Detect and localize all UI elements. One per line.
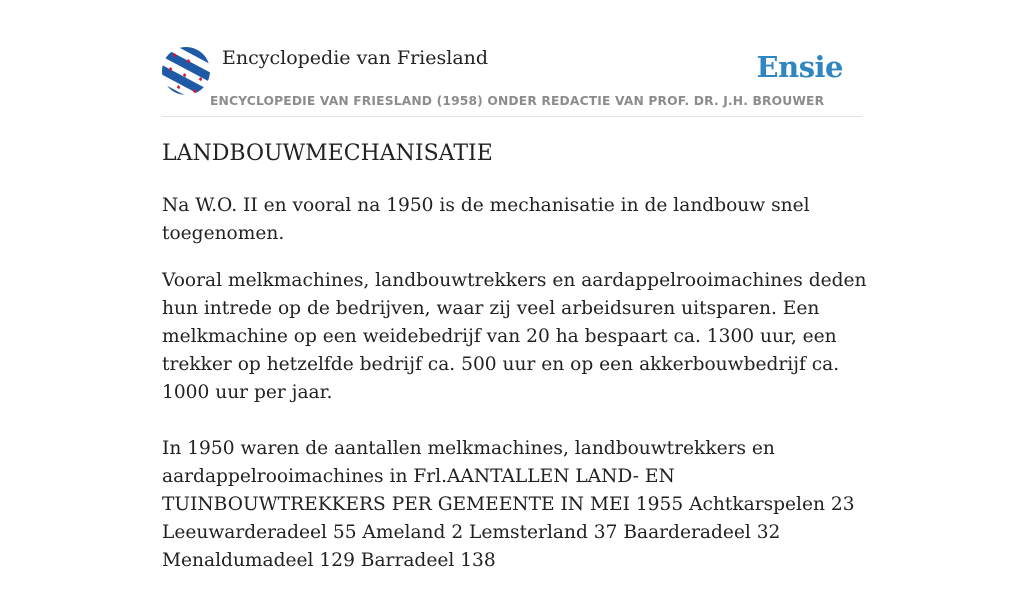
site-title[interactable]: Encyclopedie van Friesland: [222, 47, 489, 69]
article-paragraph: In 1950 waren de aantallen melkmachines, landbouwtrekkers en aardappelrooimachines in Frl.AANTALLEN LAND- EN TUINBOUWTREKKERS PER GEMEENTE IN MEI 1955 Achtkarspelen 23 Leeuwarderadeel 55 Ameland 2 Lemsterland 37 Baarderadeel 32 Menaldumadeel 129 Barradeel 138: [162, 438, 855, 571]
article-title: LANDBOUWMECHANISATIE: [162, 141, 493, 166]
site-header: [162, 44, 862, 117]
site-subtitle: ENCYCLOPEDIE VAN FRIESLAND (1958) ONDER REDACTIE VAN PROF. DR. J.H. BROUWER: [210, 94, 825, 108]
article-body: [162, 192, 868, 594]
article-paragraph: Vooral melkmachines, landbouwtrekkers en aardappelrooimachines deden hun intrede op de bedrijven, waar zij veel arbeidsuren uitsparen. Een melkmachine op een weidebedrijf van 20 ha bespaart ca. 1300 uur, een trekker op hetzelfde bedrijf ca. 500 uur en op een akkerbouwbedrijf ca. 1000 uur per jaar.: [162, 270, 867, 403]
frisian-flag-icon[interactable]: [162, 47, 210, 95]
brand-logo[interactable]: Ensie: [756, 50, 843, 84]
article-paragraph: Na W.O. II en vooral na 1950 is de mechanisatie in de landbouw snel toegenomen.: [162, 195, 810, 244]
